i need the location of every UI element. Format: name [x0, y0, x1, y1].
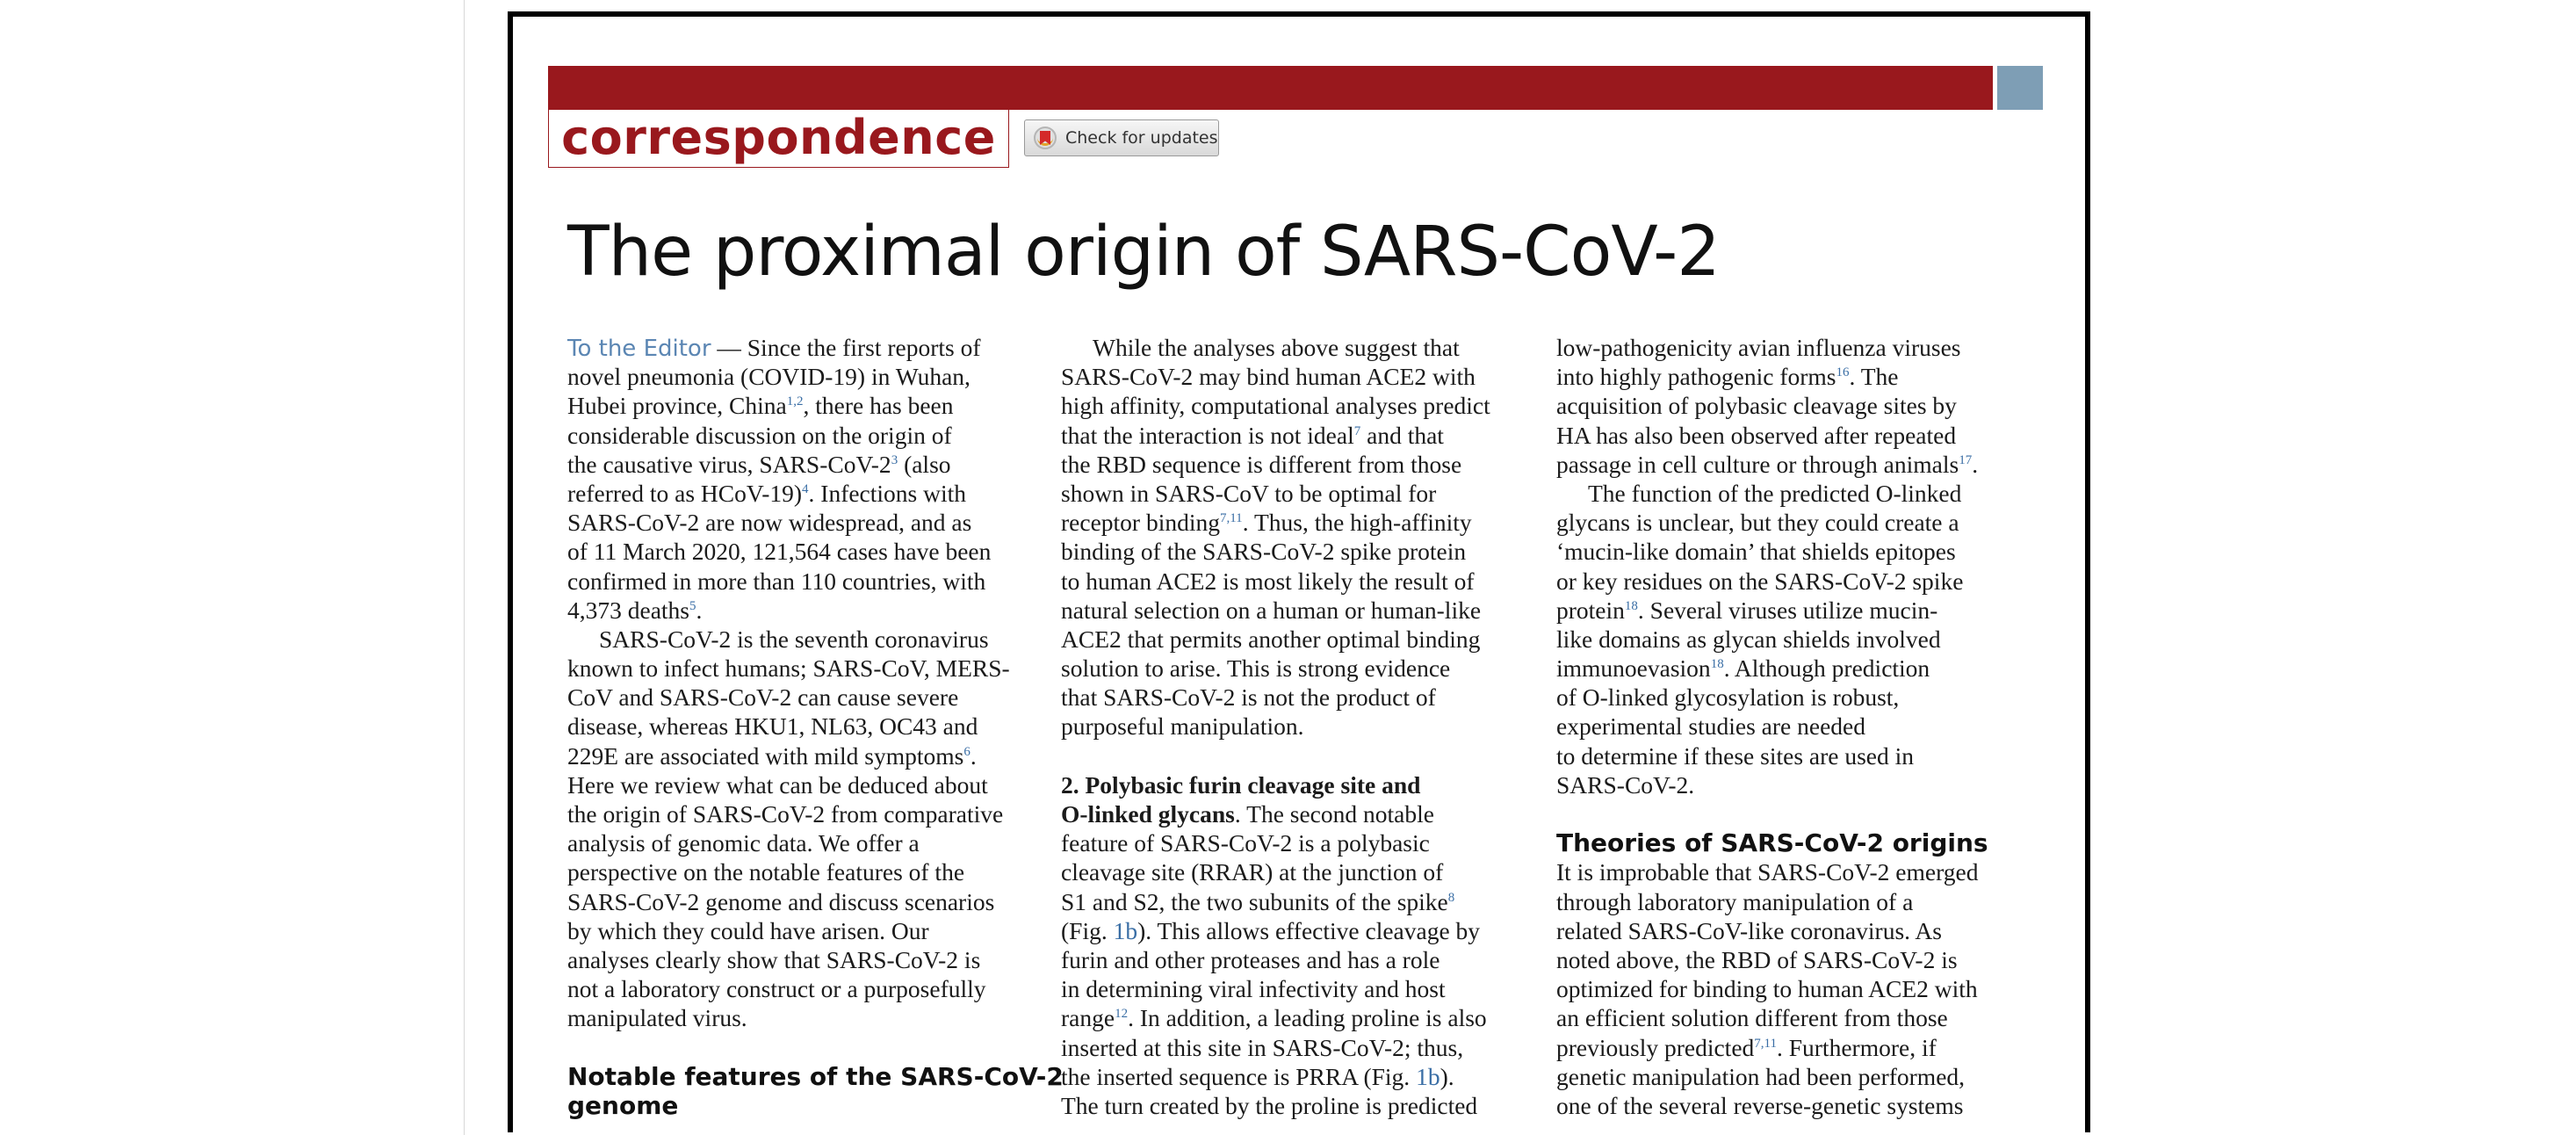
text-line: SARS-CoV-2 may bind human ACE2 with — [1061, 363, 1476, 391]
text-line: manipulated virus. — [567, 1004, 747, 1032]
text-line: acquisition of polybasic cleavage sites by — [1556, 392, 1957, 420]
text-column-2 — [1061, 333, 1535, 1120]
text-line: It is improbable that SARS-CoV-2 emerged — [1556, 858, 1979, 886]
text-line: noted above, the RBD of SARS-CoV-2 is — [1556, 945, 1958, 973]
reference-link[interactable]: 5 — [689, 598, 696, 613]
text-line: SARS-CoV-2 is the seventh coronavirus — [599, 625, 989, 653]
reference-link[interactable]: 7,11 — [1754, 1036, 1777, 1051]
text-line: of 11 March 2020, 121,564 cases have been — [567, 538, 992, 566]
text-line: solution to arise. This is strong evidence — [1061, 654, 1451, 683]
text-line: by which they could have arisen. Our — [567, 916, 929, 944]
figure-link[interactable]: 1b — [1416, 1062, 1440, 1090]
text-line: genetic manipulation had been performed, — [1556, 1062, 1966, 1090]
text-column-3 — [1556, 333, 2031, 1120]
section-heading: Theories of SARS-CoV-2 origins — [1556, 828, 1988, 858]
reference-link[interactable]: 16 — [1836, 365, 1850, 380]
text-line: SARS-CoV-2 genome and discuss scenarios — [567, 887, 995, 915]
text-line: While the analyses above suggest that — [1093, 334, 1460, 361]
text-line: glycans is unclear, but they could create a — [1556, 509, 1959, 537]
text-line: protein$^{18}$. Several viruses utilize mucin- — [1556, 596, 1938, 624]
text-line: The function of the predicted O-linked — [1588, 479, 1962, 507]
text-line: shown in SARS-CoV to be optimal for — [1061, 479, 1437, 507]
text-line: previously predicted$^{7,11}$. Furthermore, if — [1556, 1033, 1937, 1061]
text-column-1 — [567, 333, 1064, 1120]
crossmark-icon — [1034, 127, 1057, 149]
reference-link[interactable]: 3 — [891, 452, 898, 467]
text-line: cleavage site (RRAR) at the junction of — [1061, 858, 1444, 886]
reference-link[interactable]: 6 — [963, 744, 971, 759]
text-line: To the Editor — Since the first reports of — [567, 334, 981, 362]
text-line: SARS-CoV-2 are now widespread, and as — [567, 509, 972, 537]
text-line: that the interaction is not ideal$^7$ and that — [1061, 421, 1444, 449]
reference-link[interactable]: 4 — [802, 481, 809, 496]
subsection-heading: 2. Polybasic furin cleavage site and — [1061, 770, 1421, 799]
text-line: SARS-CoV-2. — [1556, 770, 1695, 799]
text-line: binding of the SARS-CoV-2 spike protein — [1061, 538, 1467, 566]
text-line: S1 and S2, the two subunits of the spike$^8$ — [1061, 887, 1455, 915]
reference-link[interactable]: 7,11 — [1219, 511, 1243, 526]
text-line: immunoevasion$^{18}$. Although prediction — [1556, 654, 1930, 683]
text-line: receptor binding$^{7,11}$. Thus, the high-affinity — [1061, 509, 1472, 537]
reference-link[interactable]: 12 — [1115, 1007, 1129, 1022]
text-line: low-pathogenicity avian influenza viruses — [1556, 334, 1961, 361]
text-line: Hubei province, China$^{1,2}$, there has been — [567, 392, 954, 420]
text-line: confirmed in more than 110 countries, with — [567, 567, 986, 595]
figure-link[interactable]: 1b — [1113, 916, 1138, 944]
text-line: not a laboratory construct or a purposefully — [567, 975, 986, 1003]
text-line: O-linked glycans. The second notable — [1061, 800, 1434, 828]
text-line: novel pneumonia (COVID-19) in Wuhan, — [567, 363, 971, 391]
text-line: the RBD sequence is different from those — [1061, 450, 1462, 478]
text-line: or key residues on the SARS-CoV-2 spike — [1556, 567, 1964, 595]
reference-link[interactable]: 18 — [1624, 598, 1638, 613]
reference-link[interactable]: 17 — [1959, 452, 1973, 467]
journal-banner-accent — [1997, 66, 2043, 110]
section-label: correspondence — [561, 110, 996, 165]
text-line: an efficient solution different from those — [1556, 1004, 1948, 1032]
text-line: to determine if these sites are used in — [1556, 741, 1915, 770]
text-line: perspective on the notable features of the — [567, 858, 965, 886]
text-line: inserted at this site in SARS-CoV-2; thus, — [1061, 1033, 1464, 1061]
text-line: like domains as glycan shields involved — [1556, 625, 1941, 653]
text-line: range$^{12}$. In addition, a leading proline is also — [1061, 1004, 1487, 1032]
text-line: the origin of SARS-CoV-2 from comparative — [567, 800, 1004, 828]
page-edge-line — [464, 0, 465, 1135]
text-line: to human ACE2 is most likely the result of — [1061, 567, 1475, 595]
text-line: ‘mucin-like domain’ that shields epitopes — [1556, 538, 1956, 566]
text-line: passage in cell culture or through animals$^{17}$. — [1556, 450, 1979, 478]
reference-link[interactable]: 1,2 — [786, 394, 804, 409]
text-line: the causative virus, SARS-CoV-2$^3$ (also — [567, 450, 951, 478]
text-line: in determining viral infectivity and host — [1061, 975, 1446, 1003]
text-line: 229E are associated with mild symptoms$^6$. — [567, 741, 977, 770]
text-line: HA has also been observed after repeated — [1556, 421, 1957, 449]
text-line: furin and other proteases and has a role — [1061, 945, 1440, 973]
text-line: feature of SARS-CoV-2 is a polybasic — [1061, 829, 1430, 857]
article-title: The proximal origin of SARS-CoV-2 — [567, 213, 1720, 292]
to-the-editor-link[interactable]: To the Editor — [567, 336, 711, 362]
text-line: through laboratory manipulation of a — [1556, 887, 1914, 915]
text-line: high affinity, computational analyses predict — [1061, 392, 1490, 420]
article-page — [508, 11, 2090, 1132]
text-line: CoV and SARS-CoV-2 can cause severe — [567, 683, 959, 712]
text-line: one of the several reverse-genetic systems — [1556, 1091, 1964, 1119]
text-line: of O-linked glycosylation is robust, — [1556, 683, 1900, 712]
text-line: the inserted sequence is PRRA (Fig. 1b). — [1061, 1062, 1454, 1090]
text-line: optimized for binding to human ACE2 with — [1556, 975, 1978, 1003]
text-line: disease, whereas HKU1, NL63, OC43 and — [567, 712, 978, 741]
text-line: that SARS-CoV-2 is not the product of — [1061, 683, 1436, 712]
text-line: 4,373 deaths$^5$. — [567, 596, 703, 624]
text-line: considerable discussion on the origin of — [567, 421, 952, 449]
journal-banner — [548, 66, 1993, 110]
section-heading: Notable features of the SARS-CoV-2 — [567, 1061, 1064, 1091]
check-for-updates-label: Check for updates — [1065, 128, 1218, 148]
check-for-updates-button[interactable] — [1024, 119, 1219, 156]
text-line: analysis of genomic data. We offer a — [567, 829, 920, 857]
text-line: experimental studies are needed — [1556, 712, 1865, 741]
text-line: ACE2 that permits another optimal binding — [1061, 625, 1481, 653]
text-line: known to infect humans; SARS-CoV, MERS- — [567, 654, 1010, 683]
text-line: related SARS-CoV-like coronavirus. As — [1556, 916, 1942, 944]
text-line: (Fig. 1b). This allows effective cleavage by — [1061, 916, 1481, 944]
text-line: natural selection on a human or human-like — [1061, 596, 1482, 624]
section-heading-cont: genome — [567, 1090, 679, 1120]
reference-link[interactable]: 7 — [1353, 423, 1361, 438]
text-line: purposeful manipulation. — [1061, 712, 1304, 741]
text-line: referred to as HCoV-19)$^4$. Infections with — [567, 479, 967, 507]
reference-link[interactable]: 8 — [1447, 890, 1455, 905]
text-line: into highly pathogenic forms$^{16}$. The — [1556, 363, 1899, 391]
text-line: analyses clearly show that SARS-CoV-2 is — [567, 945, 981, 973]
text-line: The turn created by the proline is predicted — [1061, 1091, 1478, 1119]
text-line: Here we review what can be deduced about — [567, 770, 988, 799]
reference-link[interactable]: 18 — [1710, 657, 1724, 672]
section-label-box — [548, 110, 1009, 168]
